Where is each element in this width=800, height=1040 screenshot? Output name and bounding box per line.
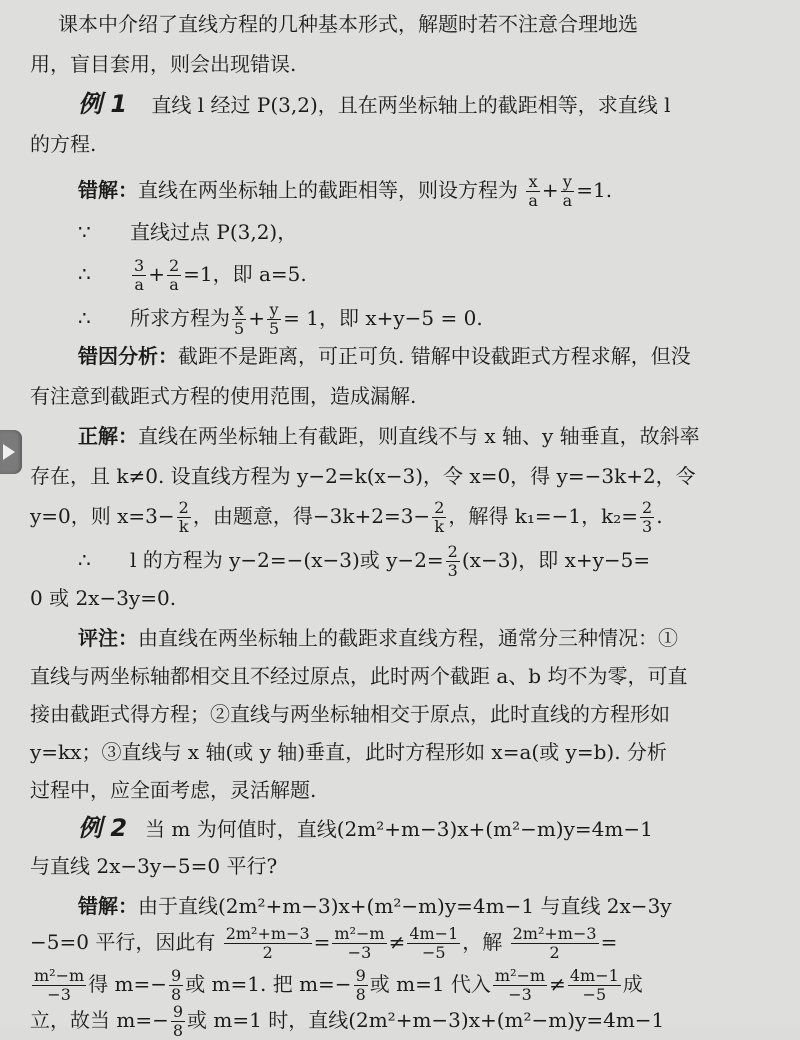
fraction-2-over-3-a: $\frac{2}{3}$: [642, 498, 653, 536]
intro-text-1: 课本中介绍了直线方程的几种基本形式，解题时若不注意合理地选: [58, 12, 638, 36]
wrong-solution-text: 直线在两坐标轴上的截距相等，则设方程为: [138, 178, 518, 202]
fraction-2-over-k-a: $\frac{2}{k}$: [178, 498, 189, 536]
fraction-x-over-a: $\frac{x}{a}$: [528, 172, 538, 210]
fraction-2-over-k-b: $\frac{2}{k}$: [434, 498, 445, 536]
therefore-text-1: =1，即 a=5.: [183, 262, 307, 286]
fraction-y-over-a: $\frac{y}{a}$: [562, 172, 573, 210]
because-text: 直线过点 P(3,2)，: [130, 220, 298, 244]
wrong-solution2-line-2: −5=0 平行，因此有 $\frac{\text{2m²+m−3}}{2}$ = $\frac{\text{m²−m}}{-3}$ ≠ $\frac{4m-1}{-5}$ ，解 $\frac{\text{2m²+m−3}}{2}$ =: [30, 924, 618, 962]
comment-line-3: 接由截距式得方程；②直线与两坐标轴相交于原点，此时直线的方程形如: [30, 702, 670, 726]
correct-solution-line-1: [78, 416, 770, 456]
wrong-solution2-label: 错解：: [78, 894, 138, 918]
comment-line-2: 直线与两坐标轴都相交且不经过原点，此时两个截距 a、b 均不为零，可直: [30, 664, 688, 688]
example1-line-1: [78, 84, 770, 124]
error-analysis-text-1: 截距不是距离，可正可负. 错解中设截距式方程求解，但没: [178, 344, 691, 368]
fraction-m-expr2-b: $\frac{\text{m²−m}}{-3}$: [34, 966, 85, 1004]
fraction-x-over-5: $\frac{x}{5}$: [234, 300, 245, 338]
therefore-symbol-1: ∴: [78, 262, 91, 286]
therefore-symbol-2: ∴: [78, 306, 91, 330]
correct-solution-line-4: ∴ l 的方程为 y−2=−(x−3)或 y−2= $\frac{2}{3}$ (x−3)，即 x+y−5=: [78, 542, 651, 580]
fraction-m-expr3-a: $\frac{4m-1}{-5}$: [409, 924, 459, 962]
correct-solution-text-1: 直线在两坐标轴上有截距，则直线不与 x 轴、y 轴垂直，故斜率: [138, 424, 700, 448]
fraction-3-over-a: $\frac{3}{a}$: [134, 256, 145, 294]
because-line: [78, 212, 770, 252]
error-analysis-label: 错因分析：: [78, 344, 178, 368]
wrong-solution2-line-3: $\frac{\text{m²−m}}{-3}$ 得 m=− $\frac{9}{8}$ 或 m=1. 把 m=− $\frac{9}{8}$ 或 m=1 代入 $\frac{\text{m²−m}}{-3}$ ≠ $\frac{4m-1}{-5}$ 成: [34, 966, 643, 1004]
correct-solution-text-2: 存在，且 k≠0. 设直线方程为 y−2=k(x−3)，令 x=0，得 y=−3k+2，令: [30, 464, 696, 488]
fraction-y-over-5: $\frac{y}{5}$: [268, 300, 280, 338]
fraction-m-expr2-c: $\frac{\text{m²−m}}{-3}$: [494, 966, 546, 1004]
fraction-9-over-8-a: $\frac{9}{8}$: [171, 966, 182, 1004]
fraction-m-expr2-a: $\frac{\text{m²−m}}{-3}$: [334, 924, 385, 962]
therefore-symbol-3: ∴: [78, 548, 91, 572]
wrong-solution-line: 错解：直线在两坐标轴上的截距相等，则设方程为 $\frac{x}{a}$ + $\frac{y}{a}$ =1.: [78, 172, 613, 210]
fraction-9-over-8-b: $\frac{9}{8}$: [355, 966, 366, 1004]
fraction-m-expr3-b: $\frac{4m-1}{-5}$: [569, 966, 619, 1004]
comment-line-4: y=kx；③直线与 x 轴(或 y 轴)垂直，此时方程形如 x=a(或 y=b). 分析: [30, 740, 667, 764]
correct-solution-line-2: [30, 456, 770, 496]
wrong-solution2-line-1: 错解：由于直线(2m²+m−3)x+(m²−m)y=4m−1 与直线 2x−3y: [78, 894, 672, 918]
intro-line-1: [58, 4, 770, 44]
correct-solution-line-5: 0 或 2x−3y=0.: [30, 586, 177, 610]
example2-label: 例 2: [78, 814, 128, 842]
comment-line-1: 评注：由直线在两坐标轴上的截距求直线方程，通常分三种情况：①: [78, 626, 678, 650]
fraction-9-over-8-c: $\frac{9}{8}$: [172, 1002, 184, 1040]
side-collapse-tab[interactable]: [0, 430, 22, 474]
example2-line-1: 例 2 当 m 为何值时，直线(2m²+m−3)x+(m²−m)y=4m−1: [78, 814, 653, 842]
correct-solution-line-3: y=0，则 x=3− $\frac{2}{k}$ ，由题意，得−3k+2=3− $\frac{2}{k}$ ，解得 k₁=−1，k₂= $\frac{2}{3}$ .: [30, 498, 663, 536]
error-analysis-text-2: 有注意到截距式方程的使用范围，造成漏解.: [30, 384, 417, 408]
example1-line-2: [30, 124, 770, 164]
example1-text-2: 的方程.: [30, 132, 97, 156]
error-analysis-line-2: [30, 376, 770, 416]
intro-text-2: 用，盲目套用，则会出现错误.: [30, 52, 297, 76]
comment-label: 评注：: [78, 626, 138, 650]
chevron-right-icon: [3, 444, 15, 460]
fraction-2-over-a: $\frac{2}{a}$: [168, 256, 180, 294]
example1-label: 例 1: [78, 90, 128, 118]
example1-text-1: 直线 l 经过 P(3,2)，且在两坐标轴上的截距相等，求直线 l: [151, 93, 671, 117]
comment-line-5: 过程中，应全面考虑，灵活解题.: [30, 778, 317, 802]
fraction-m-expr1-b: $\frac{\text{2m²+m−3}}{2}$: [512, 924, 597, 962]
therefore-line-2: ∴ 所求方程为 $\frac{x}{5}$ + $\frac{y}{5}$ = 1，即 x+y−5 = 0.: [78, 300, 483, 338]
intro-line-2: [30, 44, 770, 84]
therefore-line-1: ∴ $\frac{3}{a}$ + $\frac{2}{a}$ =1，即 a=5.: [78, 256, 307, 294]
fraction-2-over-3-b: $\frac{2}{3}$: [447, 542, 458, 580]
correct-solution-label: 正解：: [78, 424, 138, 448]
example2-line-2: 与直线 2x−3y−5=0 平行?: [30, 854, 278, 878]
wrong-solution2-line-4: 立，故当 m=− $\frac{9}{8}$ 或 m=1 时，直线(2m²+m−3)x+(m²−m)y=4m−1: [30, 1002, 665, 1040]
therefore-text-2b: = 1，即 x+y−5 = 0.: [283, 306, 483, 330]
therefore-text-2a: 所求方程为: [130, 306, 230, 330]
because-symbol: ∵: [78, 220, 91, 244]
wrong-solution-label: 错解：: [78, 178, 138, 202]
fraction-m-expr1-a: $\frac{\text{2m²+m−3}}{2}$: [225, 924, 310, 962]
error-analysis-line-1: [78, 336, 770, 376]
